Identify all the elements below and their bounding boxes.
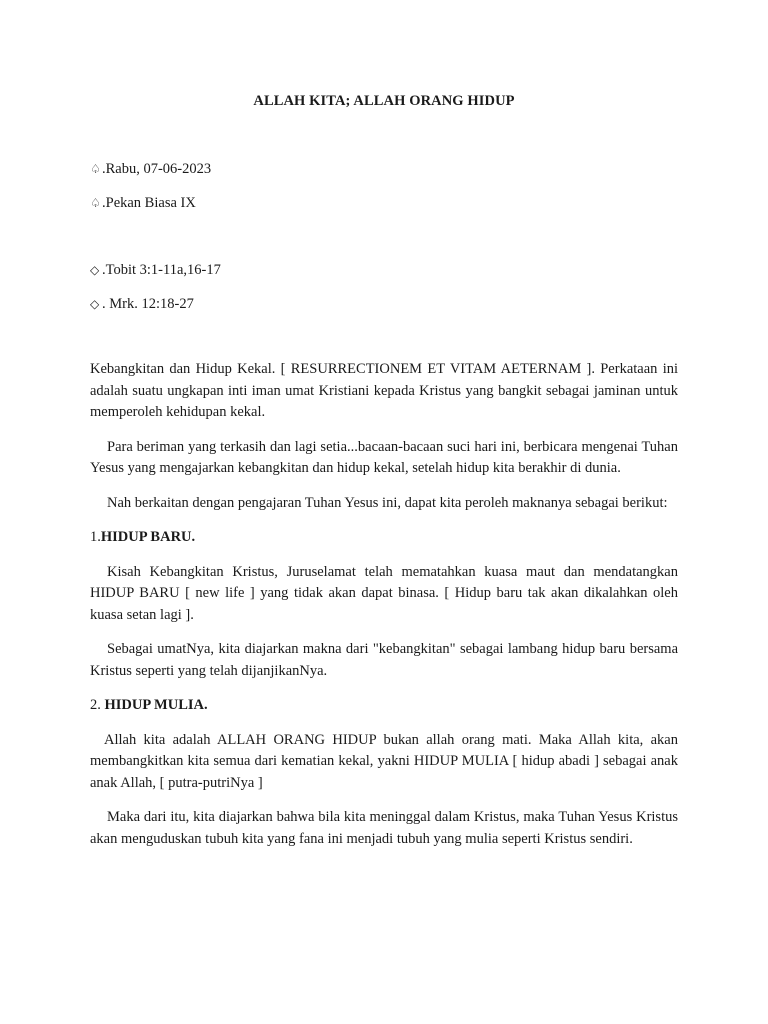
spade-icon: ♤ [90, 162, 101, 176]
section-heading-1 [90, 527, 678, 549]
paragraph-intro: Kebangkitan dan Hidup Kekal. [ RESURRECTIONEM ET VITAM AETERNAM ]. Perkataan ini adalah suatu ungkapan inti iman umat Kristiani kepada Kristus yang bangkit sebagai jaminan untuk memperoleh kehidupan kekal. [90, 361, 678, 420]
section-number: 2. [90, 697, 105, 713]
paragraph-glorified-body: Maka dari itu, kita diajarkan bahwa bila kita meninggal dalam Kristus, maka Tuhan Yesus Kristus akan menguduskan tubuh kita yang fana ini menjadi tubuh yang mulia seperti Kristus sendiri. [90, 809, 678, 847]
paragraph-readings: Para beriman yang terkasih dan lagi setia...bacaan-bacaan suci hari ini, berbicara mengenai Tuhan Yesus yang mengajarkan kebangkitan dan hidup kekal, setelah hidup kita berakhir di dunia. [90, 438, 678, 476]
week-text: .Pekan Biasa IX [102, 195, 196, 211]
section-heading-2 [90, 695, 678, 717]
paragraph-resurrection-symbol: Sebagai umatNya, kita diajarkan makna dari "kebangkitan" sebagai lambang hidup baru bersama Kristus seperti yang telah dijanjikanNya. [90, 641, 678, 679]
section-number: 1. [90, 529, 101, 545]
spade-icon: ♤ [90, 196, 101, 210]
paragraph-meaning: Nah berkaitan dengan pengajaran Tuhan Yesus ini, dapat kita peroleh maknanya sebagai berikut: [107, 494, 668, 511]
reading-1-text: .Tobit 3:1-11a,16-17 [102, 262, 221, 278]
diamond-icon: ◇ [90, 263, 100, 277]
reading-2-text: . Mrk. 12:18-27 [102, 296, 194, 312]
section-title: HIDUP MULIA. [104, 697, 208, 713]
section-title: HIDUP BARU. [100, 529, 196, 545]
paragraph-new-life: Kisah Kebangkitan Kristus, Juruselamat telah mematahkan kuasa maut dan mendatangkan HIDUP BARU [ new life ] yang tidak akan dapat binasa. [ Hidup baru tak akan dikalahkan oleh kuasa setan lagi ]. [90, 563, 678, 623]
date-line [90, 159, 211, 179]
document-body [90, 359, 678, 863]
paragraph-god-of-living: Allah kita adalah ALLAH ORANG HIDUP bukan allah orang mati. Maka Allah kita, akan membangkitkan kita semua dari kematian kekal, yakni HIDUP MULIA [ hidup abadi ] sebagai anak anak Allah, [ putra-putriNya ] [90, 731, 678, 791]
document-title: ALLAH KITA; ALLAH ORANG HIDUP [253, 93, 515, 109]
diamond-icon: ◇ [90, 297, 100, 311]
date-text: .Rabu, 07-06-2023 [102, 161, 212, 177]
reading-1-line [90, 260, 221, 280]
reading-2-line [90, 294, 194, 314]
week-line [90, 193, 196, 213]
